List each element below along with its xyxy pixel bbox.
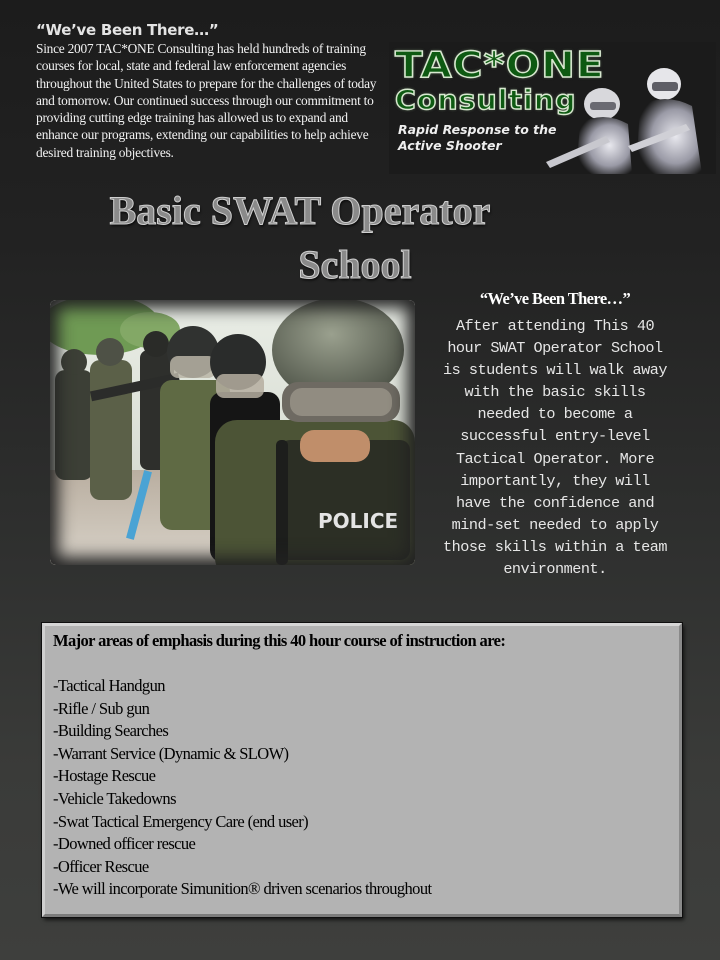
course-summary (440, 288, 670, 624)
logo-tagline (398, 122, 556, 154)
intro-paragraph: Since 2007 TAC*ONE Consulting has held hundreds of training courses for local, state and federal law enforcement agencies throughout the United States to prepare for the challenges of today and tomorrow. Our continued success through our commitment to providing cutting edge training has allowed us to expand and enhance our programs, extending our capabilities to help achieve desired training objectives. (36, 41, 377, 160)
list-item: -Rifle / Sub gun (53, 698, 150, 718)
page-title-line2: School (298, 242, 412, 287)
list-item: -Vehicle Takedowns (53, 788, 176, 808)
logo-tagline-line1: Rapid Response to the (398, 122, 557, 137)
logo-tagline-line2: Active Shooter (398, 138, 502, 153)
list-item: -Hostage Rescue (53, 766, 156, 786)
list-item: -Warrant Service (Dynamic & SLOW) (53, 743, 289, 763)
list-item: -We will incorporate Simunition® driven scenarios throughout (53, 879, 432, 899)
intro-heading: “We’ve Been There…” (36, 21, 219, 39)
list-item: -Downed officer rescue (53, 834, 196, 854)
logo-wordmark: TAC*ONE (395, 45, 605, 86)
course-summary-text: After attending This 40 hour SWAT Operator School is students will walk away with the basic skills needed to become a successful entry-level Tactical Operator. More importantly, they will have the confidence and mind-set needed to apply those skills within a team environment. (443, 317, 667, 579)
list-item: -Swat Tactical Emergency Care (end user) (53, 811, 309, 831)
emphasis-box (42, 623, 682, 917)
list-item: -Building Searches (53, 721, 169, 741)
emphasis-heading: Major areas of emphasis during this 40 hour course of instruction are: (53, 631, 506, 650)
tac-one-logo (389, 42, 716, 174)
swat-team-photo-image (50, 300, 415, 565)
intro-section (36, 20, 392, 161)
list-item: -Tactical Handgun (53, 676, 165, 695)
page-title (0, 184, 600, 292)
list-item: -Officer Rescue (53, 856, 149, 876)
course-summary-heading: “We’ve Been There…” (479, 289, 631, 308)
swat-team-photo (50, 300, 415, 565)
emphasis-list (53, 675, 671, 901)
police-vest-text: POLICE (318, 509, 399, 533)
page-title-line1: Basic SWAT Operator (109, 188, 491, 233)
logo-consulting-text: Consulting (395, 85, 577, 116)
